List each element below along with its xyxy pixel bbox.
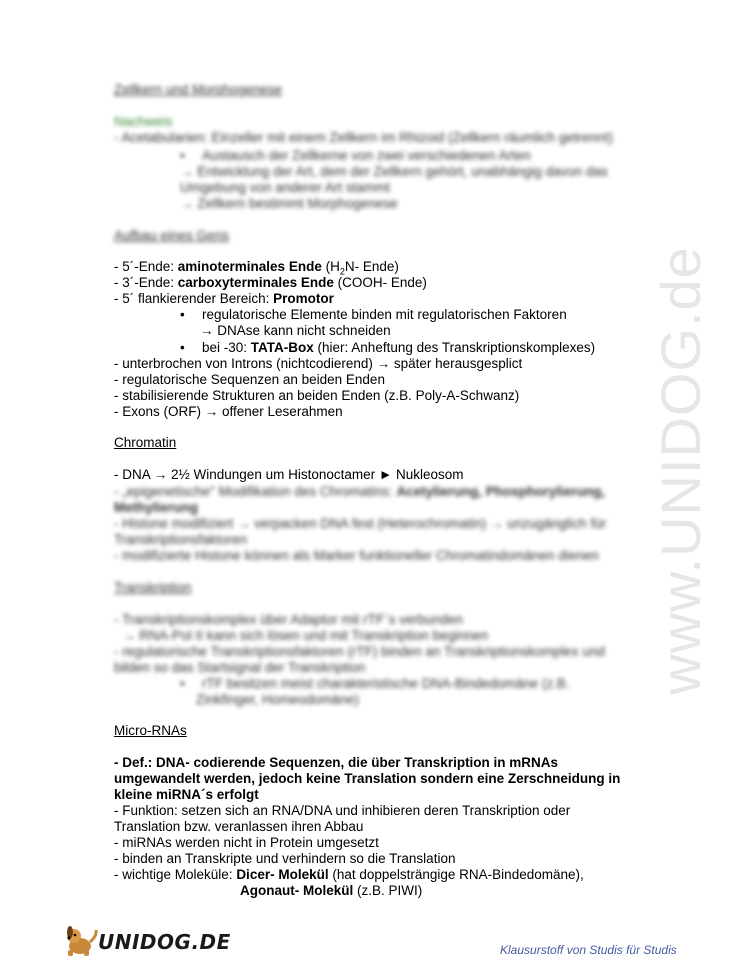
unidog-logo <box>64 924 231 958</box>
text-span: bei -30: <box>202 340 251 355</box>
text-span: (COOH- Ende) <box>333 275 427 290</box>
bullet-text: Austausch der Zellkerne von zwei verschiedenen Arten <box>202 148 531 163</box>
text-line: - binden an Transkripte und verhindern so die Translation <box>114 851 456 866</box>
definition-line: umgewandelt werden, jedoch keine Translation sondern eine Zerschneidung in <box>114 771 621 786</box>
text-line: - unterbrochen von Introns (nichtcodierend) → später herausgesplict <box>114 356 523 371</box>
text-span: - 5´-Ende: <box>114 259 178 274</box>
section-label: Nachweis <box>114 114 173 129</box>
text-line <box>114 484 605 500</box>
section-heading: Aufbau eines Gens <box>114 228 229 243</box>
bold-term: aminoterminales Ende <box>177 259 322 274</box>
watermark <box>600 245 750 695</box>
text-line: Zinkfinger, Homeodomäne) <box>196 692 359 707</box>
text-line <box>114 275 427 291</box>
bullet-text: rTF besitzen meist charakteristische DNA-Bindedomäne (z.B. <box>202 676 570 691</box>
text-span: - wichtige Moleküle: <box>114 867 237 882</box>
text-line: → Entwicklung der Art, dem der Zellkern gehört, unabhängig davon das <box>180 164 608 179</box>
text-line: - Exons (ORF) → offener Leserahmen <box>114 404 343 419</box>
text-line: - Histone modifiziert → verpacken DNA fest (Heterochromatin) → unzugänglich für <box>114 516 607 531</box>
definition-line: kleine miRNA´s erfolgt <box>114 787 259 802</box>
bold-term: Agonaut- Molekül <box>240 883 354 898</box>
bullet-item: • Austausch der Zellkerne von zwei verschiedenen Arten <box>180 148 531 163</box>
text-span: → RNA-Pol II kann sich lösen und mit Transkription beginnen <box>122 628 489 643</box>
footer-slogan: Klausurstoff von Studis für Studis <box>500 943 677 957</box>
section-heading: Chromatin <box>114 435 177 450</box>
bullet-item: • regulatorische Elemente binden mit regulatorischen Faktoren <box>180 307 567 322</box>
text-line <box>114 867 584 883</box>
dog-icon <box>64 924 100 958</box>
logo-text: UNIDOG.DE <box>98 930 231 954</box>
text-line <box>114 628 488 644</box>
text-span: - „epigenetische" Modifikation des Chromatins: <box>114 484 397 499</box>
text-line: Umgebung von anderer Art stammt <box>180 180 391 195</box>
text-line: → DNAse kann nicht schneiden <box>200 323 391 338</box>
text-line: - Acetabularien: Einzeller mit einem Zellkern im Rhizoid (Zellkern räumlich getrennt) <box>114 130 613 145</box>
text-line: - regulatorische Sequenzen an beiden Enden <box>114 372 385 387</box>
text-span: N- Ende) <box>344 259 399 274</box>
text-span: (hier: Anheftung des Transkriptionskomplexes) <box>313 340 596 355</box>
bold-term: Dicer- Molekül <box>236 867 329 882</box>
bold-term: Acetylierung, Phosphorylierung, <box>396 484 605 499</box>
text-line: - DNA → 2½ Windungen um Histonoctamer ► Nukleosom <box>114 467 464 482</box>
bold-term: carboxyterminales Ende <box>177 275 334 290</box>
text-span: (hat doppelsträngige RNA-Bindedomäne), <box>328 867 584 882</box>
text-line: - regulatorische Transkriptionsfaktoren (rTF) binden an Transkriptionskomplex und <box>114 644 605 659</box>
text-line: - Funktion: setzen sich an RNA/DNA und inhibieren deren Transkription oder <box>114 803 571 818</box>
text-line: - Transkriptionskomplex über Adaptor mit rTF´s verbunden <box>114 612 463 627</box>
section-heading: Zellkern und Morphogenese <box>114 82 283 97</box>
bold-term: Promotor <box>273 291 334 306</box>
text-line: Transkriptionsfaktoren <box>114 532 248 547</box>
text-line: → Zellkern bestimmt Morphogenese <box>180 196 398 211</box>
text-span: (H <box>321 259 340 274</box>
bullet-item: • bei -30: TATA-Box (hier: Anheftung des Transkriptionskomplexes) <box>180 340 596 355</box>
definition-line: - Def.: DNA- codierende Sequenzen, die über Transkription in mRNAs <box>114 755 559 770</box>
text-line: Translation bzw. veranlassen ihren Abbau <box>114 819 364 834</box>
watermark-text: www.UNIDOG.de <box>648 245 712 695</box>
text-line <box>240 883 422 899</box>
text-span: - 3´-Ende: <box>114 275 178 290</box>
text-line: - modifizierte Histone können als Marker funktioneller Chromatindomänen dienen <box>114 548 599 563</box>
text-span: (z.B. PIWI) <box>353 883 423 898</box>
text-line: - miRNAs werden nicht in Protein umgesetzt <box>114 835 379 850</box>
bullet-item: • rTF besitzen meist charakteristische DNA-Bindedomäne (z.B. <box>180 676 570 691</box>
section-heading: Transkription <box>114 580 192 595</box>
text-line: - stabilisierende Strukturen an beiden Enden (z.B. Poly-A-Schwanz) <box>114 388 520 403</box>
text-line <box>114 291 334 307</box>
text-span: - 5´ flankierender Bereich: <box>114 291 274 306</box>
subscript: 2 <box>339 266 345 277</box>
section-heading: Micro-RNAs <box>114 723 187 738</box>
text-line <box>114 500 198 516</box>
bullet-text: regulatorische Elemente binden mit regulatorischen Faktoren <box>202 307 567 322</box>
bold-term: Methylierung <box>114 500 199 515</box>
bold-term: TATA-Box <box>250 340 314 355</box>
text-line: bilden so das Startsignal der Transkription <box>114 660 366 675</box>
